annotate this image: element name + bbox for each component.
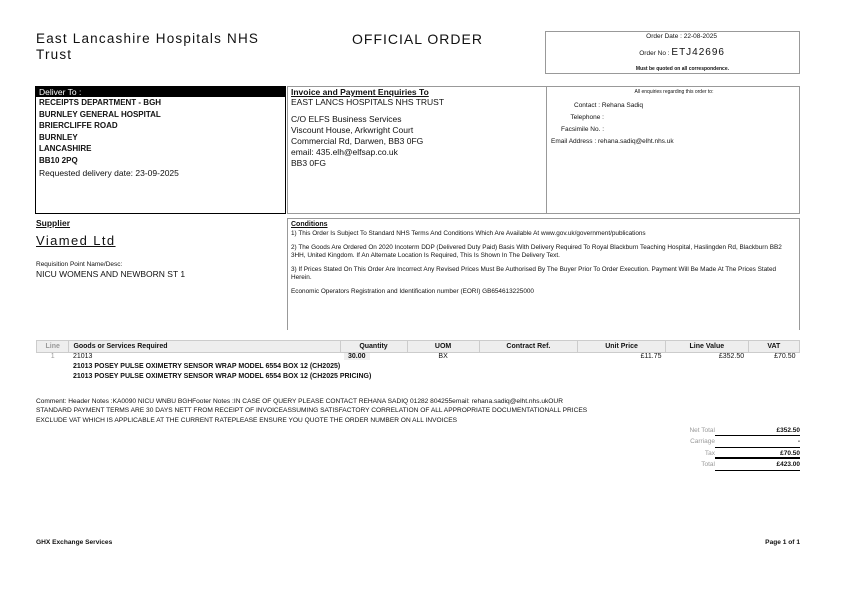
net-total: £352.50 (715, 425, 800, 436)
col-vat: VAT (748, 341, 799, 353)
deliver-line: BURNLEY GENERAL HOSPITAL (39, 109, 161, 119)
order-info-box (545, 31, 800, 74)
enquiries-note: All enquiries regarding this order to: (634, 89, 714, 95)
contact-email: rehana.sadiq@elht.nhs.uk (597, 138, 674, 145)
document-title: OFFICIAL ORDER (352, 31, 483, 47)
order-date: 22-08-2025 (683, 33, 717, 40)
deliver-line: RECEIPTS DEPARTMENT - BGH (39, 98, 162, 107)
organisation-name: East Lancashire Hospitals NHS Trust (36, 31, 260, 62)
condition-item: 3) If Prices Stated On This Order Are Incorrect Any Revised Prices Must Be Authorised By The Buyer Prior To Order Execution. Payment Will Be Made At The Prices Stated Herein. (291, 266, 777, 281)
invoice-box (287, 86, 800, 214)
order-number: ETJ42696 (671, 47, 725, 58)
footer-provider: GHX Exchange Services (36, 539, 113, 546)
table-header-row (37, 341, 800, 353)
cell-code: 21013 (72, 353, 93, 360)
invoice-line: BB3 0FG (291, 158, 326, 168)
tax: £70.50 (715, 448, 800, 459)
page-number: Page 1 of 1 (765, 539, 800, 546)
contact-name: Rehana Sadiq (601, 102, 644, 109)
condition-item: 2) The Goods Are Ordered On 2020 Incoterm DDP (Delivered Duty Paid) Basis With Delivery Required To Royal Blackburn Teaching Hospital, Haslingden Rd, Blackburn BB2 3HH, United Kingdom. If An Alternate Location Is Required, This Is Shown In The Delivery Text. (291, 244, 782, 259)
facsimile-label: Facsimile No. : (561, 126, 604, 133)
invoice-line: Commercial Rd, Darwen, BB3 0FG (291, 136, 424, 146)
totals-block (640, 425, 800, 471)
comment-line: EXCLUDE VAT WHICH IS APPLICABLE AT THE CURRENT RATEPLEASE ENSURE YOU QUOTE THE ORDER NUMBER ON ALL INVOICES (36, 416, 457, 424)
deliver-line: BRIERCLIFFE ROAD (39, 121, 118, 130)
col-line-value: Line Value (665, 341, 748, 353)
item-description: 21013 POSEY PULSE OXIMETRY SENSOR WRAP MODEL 6554 BOX 12 (CH2025 PRICING) (72, 373, 372, 380)
invoice-line: C/O ELFS Business Services (291, 114, 402, 124)
enquiries-panel (546, 87, 801, 213)
deliver-line: LANCASHIRE (39, 144, 92, 153)
supplier-name: Viamed Ltd (36, 233, 116, 248)
order-no-row: Order No : ETJ42696 (639, 47, 725, 58)
invoice-line: Viscount House, Arkwright Court (291, 125, 414, 135)
invoice-label: Invoice and Payment Enquiries To (291, 87, 429, 97)
table-row (37, 353, 800, 364)
eori-number: Economic Operators Registration and Identification number (EORI) GB654613225000 (291, 288, 534, 295)
cell-unit-price: £11.75 (640, 353, 662, 360)
col-uom: UOM (407, 341, 479, 353)
carriage: - (715, 436, 800, 447)
col-unit-price: Unit Price (578, 341, 666, 353)
table-row-description (37, 363, 800, 373)
deliver-to-label: Deliver To : (36, 87, 285, 97)
col-quantity: Quantity (340, 341, 407, 353)
deliver-to-box (35, 86, 286, 214)
requisition-point-label: Requisition Point Name/Desc: (36, 261, 123, 268)
supplier-label: Supplier (36, 218, 71, 228)
invoice-email: email: 435.elh@elfsap.co.uk (291, 147, 398, 157)
cell-uom: BX (438, 353, 448, 360)
order-note: Must be quoted on all correspondence. (635, 66, 729, 72)
col-line: Line (37, 341, 69, 353)
cell-line-value: £352.50 (718, 353, 745, 360)
col-goods: Goods or Services Required (69, 341, 340, 353)
comment-line: Comment: Header Notes :KA0090 NICU WNBU BGHFooter Notes :IN CASE OF QUERY PLEASE CONTACT REHANA SADIQ 01282 804255email: rehana.sadiq@elht.nhs.ukOUR (36, 398, 563, 405)
requisition-point: NICU WOMENS AND NEWBORN ST 1 (36, 269, 186, 279)
order-comments (36, 397, 800, 425)
carriage-row: Carriage - (640, 436, 800, 447)
total-row: Total £423.00 (640, 459, 800, 470)
order-date-row: Order Date : 22-08-2025 (646, 33, 717, 40)
conditions-label: Conditions (291, 221, 328, 228)
requested-delivery-date: Requested delivery date: 23-09-2025 (39, 168, 179, 178)
invoice-address (291, 87, 541, 169)
cell-contract-ref (479, 353, 577, 364)
table-row-description (37, 373, 800, 383)
contact-row: Contact : Rehana Sadiq (574, 102, 644, 109)
telephone-label: Telephone : (570, 114, 604, 121)
order-lines-table (36, 340, 800, 383)
condition-item: 1) This Order Is Subject To Standard NHS Terms And Conditions Which Are Available At www.gov.uk/government/publications (291, 230, 646, 237)
deliver-line: BURNLEY (39, 132, 78, 142)
cell-quantity: 30.00 (340, 353, 407, 364)
grand-total: £423.00 (715, 459, 800, 470)
invoice-line: EAST LANCS HOSPITALS NHS TRUST (291, 97, 445, 107)
deliver-line: BB10 2PQ (39, 155, 78, 165)
cell-line: 1 (50, 353, 55, 360)
comment-line: STANDARD PAYMENT TERMS ARE 30 DAYS NETT FROM RECEIPT OF INVOICEASSUMING SATISFACTORY CORRELATION OF ALL APPROPRIATE DOCUMENTATIONALL PRICES (36, 407, 588, 415)
cell-vat: £70.50 (774, 353, 796, 360)
item-description: 21013 POSEY PULSE OXIMETRY SENSOR WRAP MODEL 6554 BOX 12 (CH2025) (72, 363, 341, 370)
conditions-box (287, 218, 800, 330)
tax-row: Tax £70.50 (640, 448, 800, 459)
email-row: Email Address : rehana.sadiq@elht.nhs.uk (551, 138, 674, 145)
net-total-row: Net Total £352.50 (640, 425, 800, 436)
col-contract-ref: Contract Ref. (479, 341, 577, 353)
